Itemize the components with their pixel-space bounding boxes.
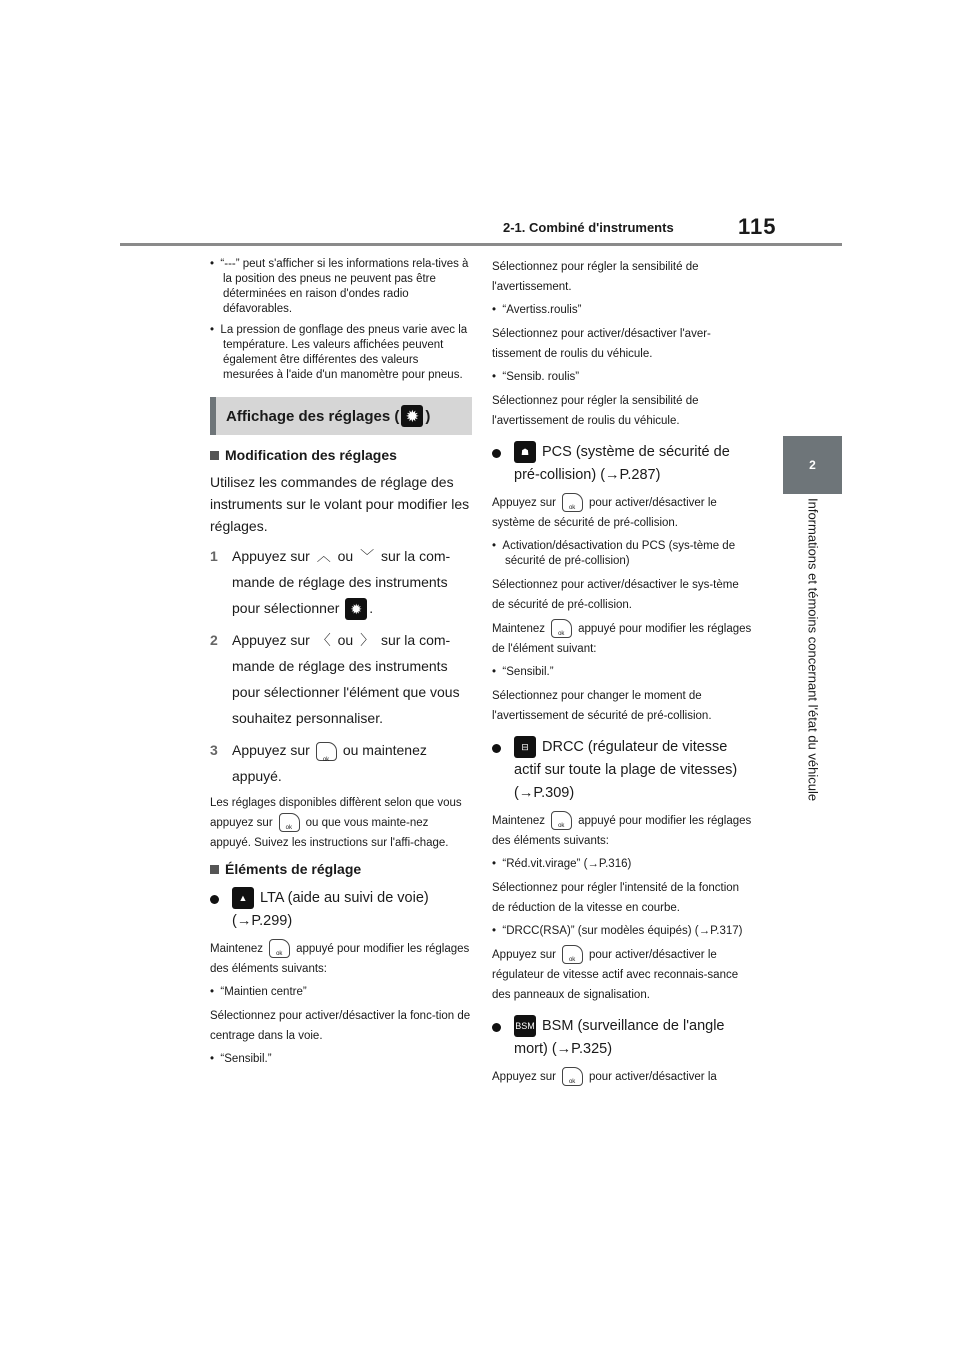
list-item: • “DRCC(RSA)” (sur modèles équipés) (→P.317)	[492, 925, 743, 937]
pcs-desc-2: Maintenezok appuyé pour modifier les réglages de l'élément suivant:	[492, 619, 752, 659]
feature-drcc: ⊟ DRCC (régulateur de vitesse actif sur toute la plage de vitesses) (→P.309)	[492, 736, 752, 805]
list-item: • “Sensibil.”	[210, 1053, 272, 1065]
list-item: • Activation/désactivation du PCS (sys-tème de sécurité de pré-collision)	[492, 540, 736, 567]
ok-button-icon	[316, 742, 337, 761]
ok-button-icon	[551, 619, 572, 638]
bsm-desc: Appuyez surok pour activer/désactiver la	[492, 1067, 752, 1087]
ok-button-icon	[562, 493, 583, 512]
header-section-title: 2-1. Combiné d'instruments	[503, 220, 674, 235]
page-number: 115	[738, 214, 777, 239]
pcs-desc: Appuyez surok pour activer/désactiver le système de sécurité de pré-collision.	[492, 493, 752, 533]
ok-button-icon	[279, 813, 300, 832]
list-item: • “Maintien centre”	[210, 986, 307, 998]
left-column	[210, 257, 472, 1073]
lta-item-desc: Sélectionnez pour activer/désactiver la fonc-tion de centrage dans la voie.	[210, 1010, 471, 1042]
lta-icon: ▲	[232, 887, 254, 909]
list-item: • “Sensibil.”	[492, 666, 554, 678]
subheading: Éléments de réglage	[210, 861, 472, 877]
chapter-side-text: Informations et témoins concernant l'état du véhicule	[805, 498, 820, 802]
ok-button-icon	[562, 945, 583, 964]
subheading: Modification des réglages	[210, 447, 472, 463]
ok-button-icon	[551, 811, 572, 830]
drcc-desc-2: Appuyez surok pour activer/désactiver le régulateur de vitesse actif avec reconnais-sance des panneaux de signalisation.	[492, 945, 752, 1005]
intro-text: Utilisez les commandes de réglage des instruments sur le volant pour modifier les réglages.	[210, 474, 470, 534]
note-text: Les réglages disponibles diffèrent selon que vous appuyez surok ou que vous mainte-nez appuyé. Suivez les instructions sur l'affi-chage.	[210, 793, 472, 853]
feature-pcs: ☗ PCS (système de sécurité de pré-collision) (→P.287)	[492, 441, 752, 487]
section-title-close: )	[425, 407, 431, 425]
paragraph: Sélectionnez pour activer/désactiver le sys-tème de sécurité de pré-collision.	[492, 579, 739, 611]
pcs-icon: ☗	[514, 441, 536, 463]
list-item: • “Sensib. roulis”	[492, 371, 580, 383]
paragraph: Sélectionnez pour régler la sensibilité de l'avertissement.	[492, 261, 699, 293]
drcc-desc: Maintenezok appuyé pour modifier les réglages des éléments suivants:	[492, 811, 752, 851]
lta-desc: Maintenezok appuyé pour modifier les réglages des éléments suivants:	[210, 939, 472, 979]
header-divider	[120, 243, 842, 246]
paragraph: Sélectionnez pour régler la sensibilité de l'avertissement de roulis du véhicule.	[492, 395, 699, 427]
chapter-side-label	[783, 498, 842, 858]
section-title-text: Affichage des réglages (	[226, 407, 400, 425]
step-2: 2 Appuyez sur 〈 ou 〉 sur la com-mande de réglage des instruments pour sélectionner l'élément que vous souhaitez personnaliser.	[210, 627, 472, 731]
paragraph: Sélectionnez pour régler l'intensité de la fonction de réduction de la vitesse en courbe.	[492, 882, 740, 914]
section-title	[210, 397, 472, 435]
right-column	[492, 257, 752, 1087]
chapter-number: 2	[809, 458, 816, 472]
feature-lta: ▲ LTA (aide au suivi de voie) (→P.299)	[210, 887, 472, 933]
step-3: 3 Appuyez surok ou maintenez appuyé.	[210, 737, 472, 789]
ok-button-icon	[269, 939, 290, 958]
chapter-tab	[783, 436, 842, 494]
list-item: • “---” peut s'afficher si les informations rela-tives à la position des pneus ne peuvent pas être déterminées en raison d'ondes radio défavorables.	[210, 258, 469, 315]
ok-button-icon	[562, 1067, 583, 1086]
list-item: • La pression de gonflage des pneus varie avec la température. Les valeurs affichées peuvent également être différentes des valeurs mesurées à l'aide d'un manomètre pour pneus.	[210, 324, 468, 381]
bsm-icon: BSM	[514, 1015, 536, 1037]
chevron-down-icon: ﹀	[360, 548, 375, 564]
chevron-up-icon: ︿	[316, 548, 331, 564]
paragraph: Sélectionnez pour activer/désactiver l'aver-tissement de roulis du véhicule.	[492, 328, 711, 360]
feature-bsm: BSM BSM (surveillance de l'angle mort) (→P.325)	[492, 1015, 752, 1061]
paragraph: Sélectionnez pour changer le moment de l'avertissement de sécurité de pré-collision.	[492, 690, 712, 722]
step-1: 1 Appuyez sur ︿ ou ﹀ sur la com-mande de réglage des instruments pour sélectionner ✹ .	[210, 543, 472, 621]
chevron-left-icon: 〈	[316, 632, 331, 648]
gear-icon: ✹	[401, 405, 423, 427]
gear-icon: ✹	[345, 598, 367, 620]
chevron-right-icon: 〉	[360, 632, 375, 648]
list-item: • “Avertiss.roulis”	[492, 304, 582, 316]
list-item: • “Réd.vit.virage” (→P.316)	[492, 858, 632, 870]
drcc-icon: ⊟	[514, 736, 536, 758]
